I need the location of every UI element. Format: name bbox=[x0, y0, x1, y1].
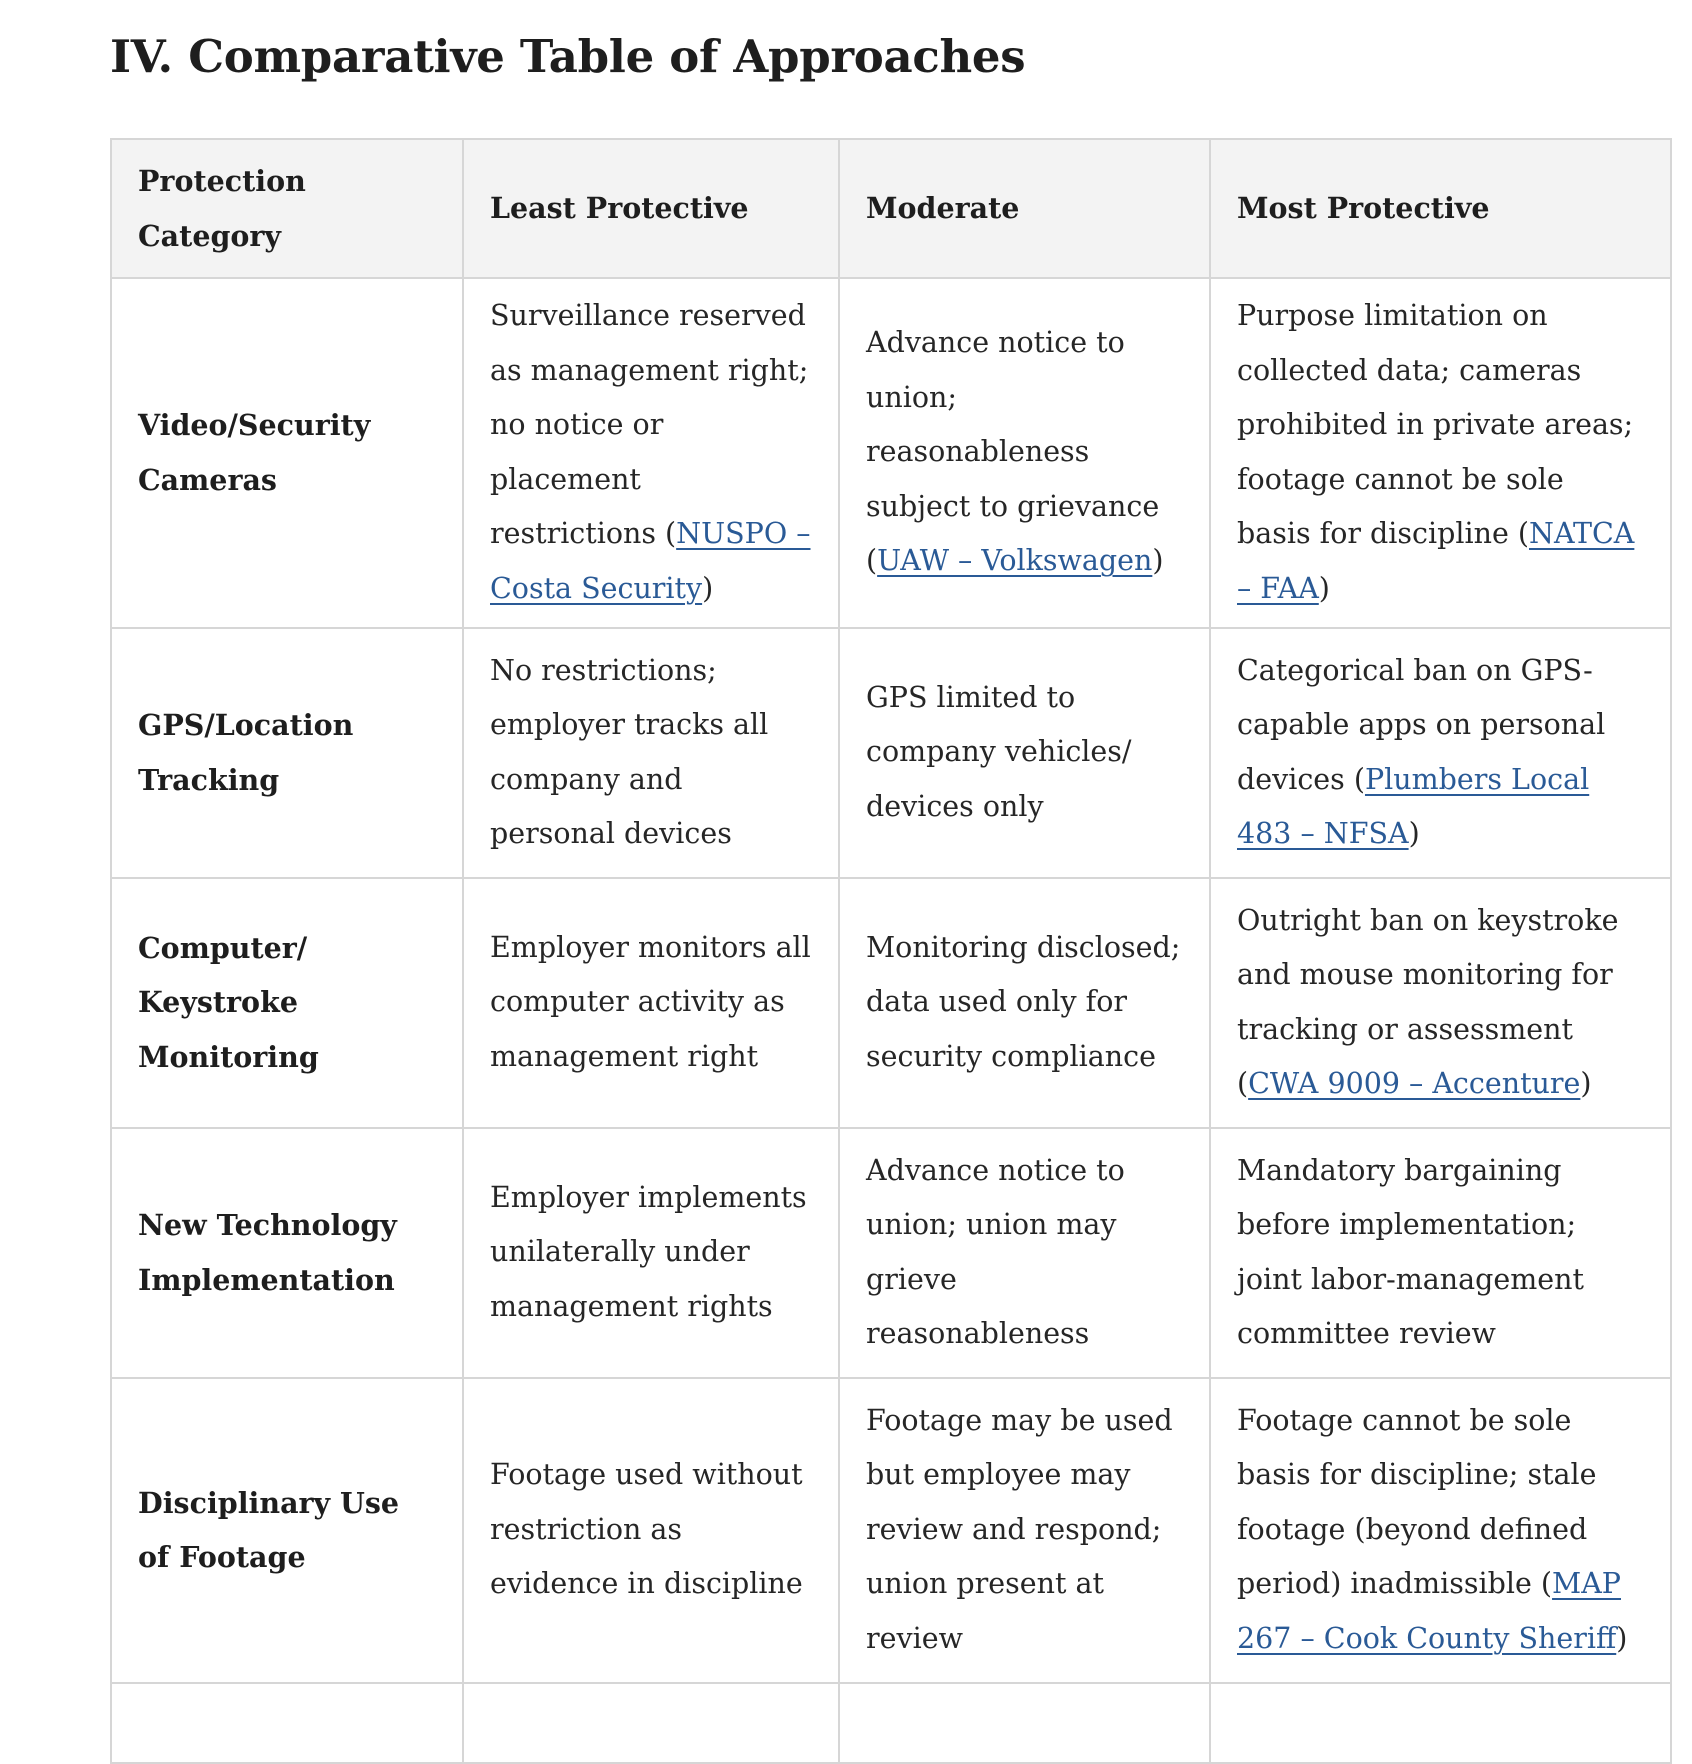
cell-text: Advance notice to union; reasonableness subject to grievance ( bbox=[866, 326, 1160, 578]
cell-text: Mandatory bargaining before implementation; joint labor-management committee review bbox=[1237, 1153, 1584, 1350]
citation-link[interactable]: NATCA – FAA bbox=[1237, 517, 1635, 605]
table-row bbox=[111, 878, 1671, 1128]
least-protective-cell bbox=[463, 278, 839, 628]
most-protective-cell bbox=[1210, 878, 1671, 1128]
most-protective-cell bbox=[1210, 278, 1671, 628]
category-cell: Video/Security Cameras bbox=[111, 278, 463, 628]
empty-cell bbox=[111, 1683, 463, 1763]
cell-text: Employer monitors all computer activity as management right bbox=[490, 930, 811, 1073]
cell-text: Categorical ban on GPS-capable apps on personal devices ( bbox=[1237, 653, 1606, 796]
moderate-cell bbox=[839, 1128, 1210, 1378]
category-cell: Computer/ Keystroke Monitoring bbox=[111, 878, 463, 1128]
cell-text: Employer implements unilaterally under management rights bbox=[490, 1180, 807, 1323]
cell-text: Footage cannot be sole basis for discipline; stale footage (beyond defined period) inadmissible ( bbox=[1237, 1403, 1597, 1601]
citation-link[interactable]: NUSPO – Costa Security bbox=[490, 517, 811, 605]
cell-text-after: ) bbox=[1580, 1067, 1592, 1100]
empty-cell bbox=[839, 1683, 1210, 1763]
least-protective-cell bbox=[463, 878, 839, 1128]
cell-text: GPS limited to company vehicles/ devices only bbox=[866, 680, 1132, 823]
cell-text: Footage may be used but employee may review and respond; union present at review bbox=[866, 1403, 1173, 1655]
table-row bbox=[111, 1128, 1671, 1378]
cell-text: Outright ban on keystroke and mouse monitoring for tracking or assessment ( bbox=[1237, 903, 1619, 1100]
cell-text-after: ) bbox=[1318, 571, 1330, 605]
table-row bbox=[111, 278, 1671, 628]
moderate-cell bbox=[839, 628, 1210, 878]
cell-text-after: ) bbox=[702, 571, 714, 605]
citation-link[interactable]: UAW – Volkswagen bbox=[877, 544, 1153, 578]
column-header-most-protective: Most Protective bbox=[1210, 139, 1671, 278]
column-header-protection-category: Protection Category bbox=[111, 139, 463, 278]
least-protective-cell bbox=[463, 1128, 839, 1378]
cell-text: Surveillance reserved as management right; no notice or placement restrictions ( bbox=[490, 299, 809, 550]
column-header-least-protective: Least Protective bbox=[463, 139, 839, 278]
moderate-cell bbox=[839, 278, 1210, 628]
most-protective-cell bbox=[1210, 628, 1671, 878]
table-row bbox=[111, 628, 1671, 878]
moderate-cell bbox=[839, 878, 1210, 1128]
most-protective-cell bbox=[1210, 1128, 1671, 1378]
citation-link[interactable]: CWA 9009 – Accenture bbox=[1248, 1067, 1581, 1100]
most-protective-cell bbox=[1210, 1378, 1671, 1683]
cell-text: Purpose limitation on collected data; cameras prohibited in private areas; footage cannot be sole basis for discipline ( bbox=[1237, 299, 1634, 550]
least-protective-cell bbox=[463, 1378, 839, 1683]
citation-link[interactable]: MAP 267 – Cook County Sheriff bbox=[1237, 1567, 1621, 1655]
cell-text: Footage used without restriction as evidence in discipline bbox=[490, 1458, 803, 1601]
category-cell: New Technology Implementation bbox=[111, 1128, 463, 1378]
category-cell: Disciplinary Use of Footage bbox=[111, 1378, 463, 1683]
cell-text: Monitoring disclosed; data used only for security compliance bbox=[866, 930, 1181, 1073]
cell-text: Advance notice to union; union may grieve reasonableness bbox=[866, 1153, 1125, 1350]
empty-cell bbox=[1210, 1683, 1671, 1763]
column-header-moderate: Moderate bbox=[839, 139, 1210, 278]
table-header-row bbox=[111, 139, 1671, 278]
cell-text-after: ) bbox=[1616, 1621, 1628, 1655]
citation-link[interactable]: Plumbers Local 483 – NFSA bbox=[1237, 762, 1590, 850]
section-heading: IV. Comparative Table of Approaches bbox=[110, 30, 1026, 83]
least-protective-cell bbox=[463, 628, 839, 878]
cell-text-after: ) bbox=[1408, 817, 1420, 850]
category-cell: GPS/Location Tracking bbox=[111, 628, 463, 878]
moderate-cell bbox=[839, 1378, 1210, 1683]
cell-text: No restrictions; employer tracks all company and personal devices bbox=[490, 653, 769, 850]
table-row-partial bbox=[111, 1683, 1671, 1763]
table-row bbox=[111, 1378, 1671, 1683]
comparative-table bbox=[110, 138, 1672, 1764]
cell-text-after: ) bbox=[1152, 544, 1164, 578]
empty-cell bbox=[463, 1683, 839, 1763]
